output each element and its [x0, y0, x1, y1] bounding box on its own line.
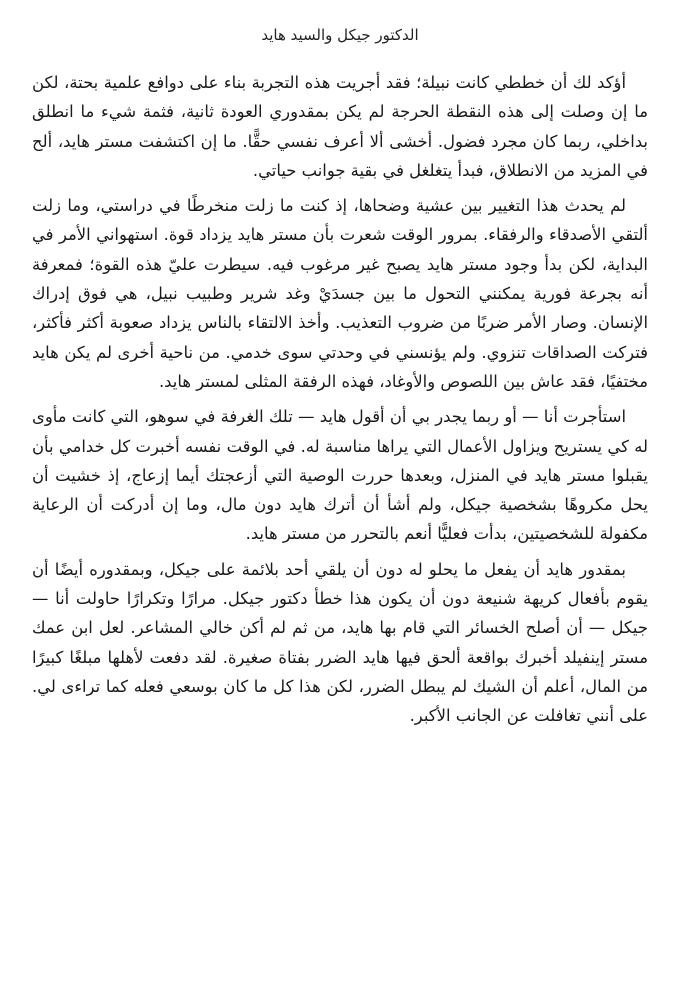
running-header: الدكتور جيكل والسيد هايد [261, 26, 419, 44]
paragraph-3: استأجرت أنا — أو ربما يجدر بي أن أقول هايد — تلك الغرفة في سوهو، التي كانت مأوى له كي يستريح ويزاول الأعمال التي يراها مناسبة له. في الوقت نفسه أخبرت كل خدامي بأن يقبلوا مستر هايد في المنزل، وبعدها حررت الوصية التي أزعجتك أيما إزعاج، إذ خشيت أن يحل مكروهًا بشخصية جيكل، ولم أشأ أن أترك هايد دون مال، وما إن أدركت أن الرعاية مكفولة للشخصيتين، بدأت فعليًّا أنعم بالتحرر من مستر هايد. [32, 407, 648, 544]
body-text [32, 68, 648, 731]
paragraph-2: لم يحدث هذا التغيير بين عشية وضحاها، إذ كنت ما زلت منخرطًا في دراستي، وما زلت ألتقي الأصدقاء والرفقاء. بمرور الوقت شعرت بأن مستر هايد يزداد قوة. استهواني الأمر في البداية، لكن بدأ وجود مستر هايد يصبح غير مرغوب فيه. سيطرت عليّ هذه القوة؛ فمعرفة أنه بجرعة فورية يمكنني التحول ما بين جسدَيْ وغد شرير وطبيب نبيل، هي فوق إدراك الإنسان. وصار الأمر ضربًا من ضروب التعذيب. وأخذ الالتقاء بالناس يزداد صعوبة أكثر فأكثر، فتركت الصداقات تنزوي. ولم يؤنسني في وحدتي سوى خدمي. من ناحية أخرى لم يكن هايد مختفيًا، فقد عاش بين اللصوص والأوغاد، فهذه الرفقة المثلى لمستر هايد. [32, 196, 648, 391]
paragraph-4: بمقدور هايد أن يفعل ما يحلو له دون أن يلقي أحد بلائمة على جيكل، وبمقدوره أيضًا أن يقوم بأفعال كريهة شنيعة دون أن يكون هذا خطأ دكتور جيكل. مرارًا وتكرارًا حاولت أنا — جيكل — أن أصلح الخسائر التي قام بها هايد، من ثم لم أكن خالي المشاعر. لعل ابن عمك مستر إينفيلد أخبرك بواقعة ألحق فيها هايد الضرر بفتاة صغيرة. لقد دفعت لأهلها مبلغًا كبيرًا من المال، أعلم أن الشيك لم يبطل الضرر، لكن هذا كل ما كان بوسعي فعله كما تراءى لي. على أنني تغافلت عن الجانب الأكبر. [32, 559, 648, 726]
paragraph-1: أؤكد لك أن خططي كانت نبيلة؛ فقد أجريت هذه التجربة بناء على دوافع علمية بحتة، لكن ما إن وصلت إلى هذه النقطة الحرجة لم يكن بمقدوري العودة ثانية، فثمة شيء ما انطلق بداخلي، ربما كان مجرد فضول. أخشى ألا أعرف نفسي حقًّا. ما إن اكتشفت مستر هايد، ألح في المزيد من الانطلاق، فبدأ يتغلغل في بقية جوانب حياتي. [32, 73, 648, 180]
